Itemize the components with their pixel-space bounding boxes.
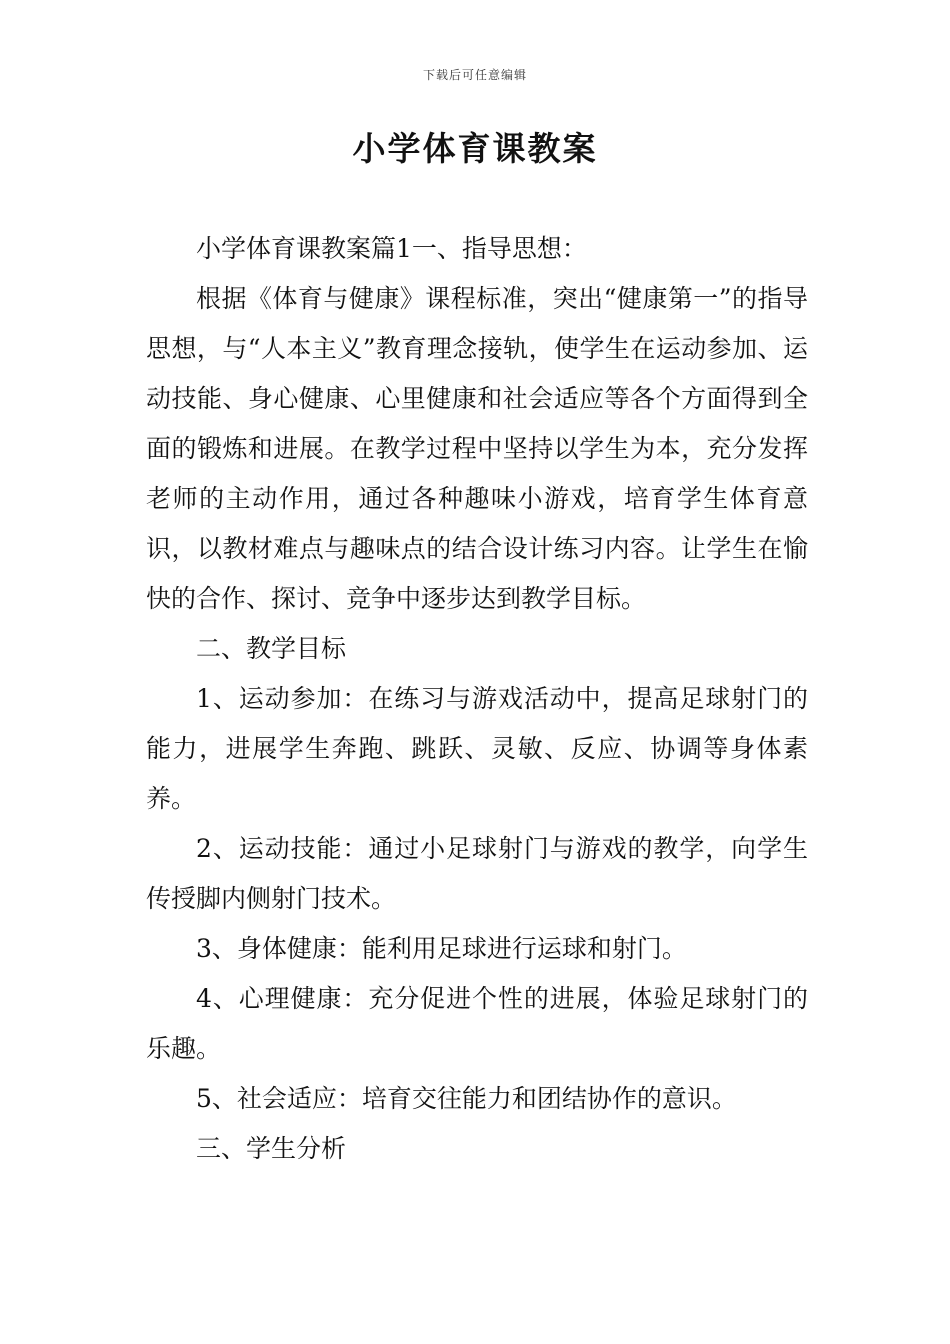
header-note: 下载后可任意编辑 bbox=[422, 68, 527, 82]
section-heading-student-analysis: 三、学生分析 bbox=[196, 1134, 347, 1163]
paragraph-goal-4: 4、心理健康：充分促进个性的进展，体验足球射门的乐趣。 bbox=[146, 984, 808, 1063]
paragraph-goal-2: 2、运动技能：通过小足球射门与游戏的教学，向学生传授脚内侧射门技术。 bbox=[146, 834, 808, 913]
paragraph-intro: 小学体育课教案篇1一、指导思想： bbox=[196, 234, 587, 263]
paragraph-goal-3: 3、身体健康：能利用足球进行运球和射门。 bbox=[196, 934, 687, 963]
document-body bbox=[146, 224, 808, 1174]
paragraph-guiding-ideas: 根据《体育与健康》课程标准，突出“健康第一”的指导思想，与“人本主义”教育理念接轨，使学生在运动参加、运动技能、身心健康、心里健康和社会适应等各个方面得到全面的锻炼和进展。在教学过程中坚持以学生为本，充分发挥老师的主动作用，通过各种趣味小游戏，培育学生体育意识，以教材难点与趣味点的结合设计练习内容。让学生在愉快的合作、探讨、竞争中逐步达到教学目标。 bbox=[146, 284, 808, 613]
document-title: 小学体育课教案 bbox=[352, 129, 598, 168]
paragraph-goal-5: 5、社会适应：培育交往能力和团结协作的意识。 bbox=[196, 1084, 737, 1113]
section-heading-goals: 二、教学目标 bbox=[196, 634, 347, 663]
paragraph-goal-1: 1、运动参加：在练习与游戏活动中，提高足球射门的能力，进展学生奔跑、跳跃、灵敏、反应、协调等身体素养。 bbox=[146, 684, 808, 813]
